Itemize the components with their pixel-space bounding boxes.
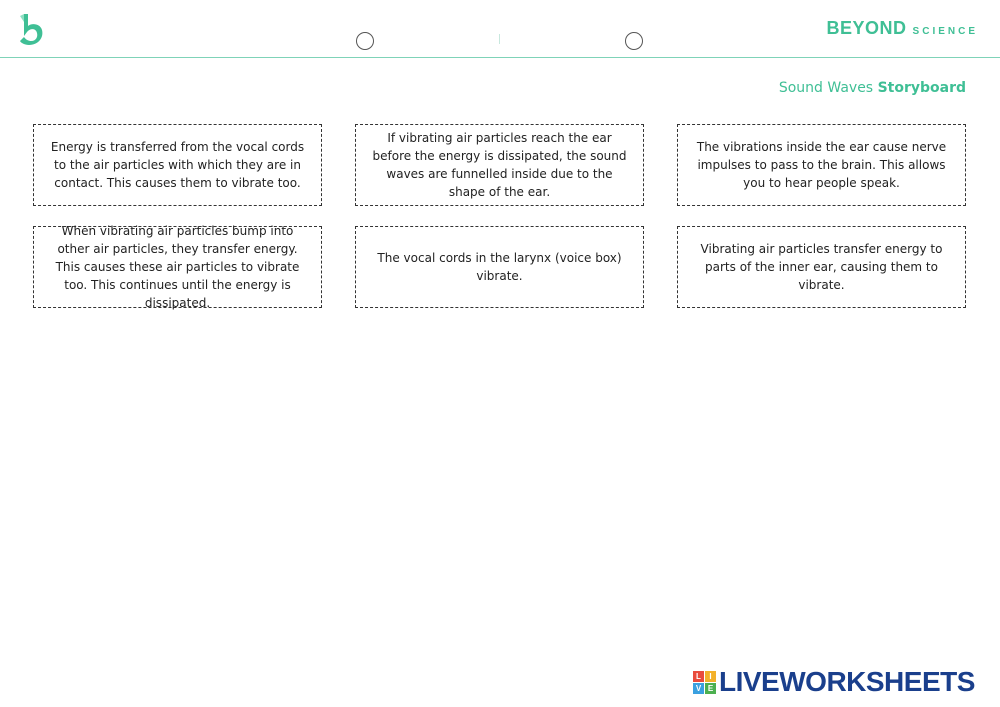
storyboard-card-1[interactable] [33,124,322,206]
storyboard-card-6[interactable] [677,226,966,308]
storyboard-card-2[interactable] [355,124,644,206]
liveworksheets-wordmark: LIVEWORKSHEETS [719,666,975,697]
storyboard-card-5[interactable] [355,226,644,308]
header-divider [0,57,1000,58]
live-badge-icon: L I V E [693,671,716,694]
punch-hole-right [625,32,643,50]
card-text: If vibrating air particles reach the ear before the energy is dissipated, the sound waves are funnelled inside due to the shape of the ear. [372,131,627,199]
center-fold-mark [499,34,500,44]
title-kind: Storyboard [877,80,966,96]
storyboard-card-4[interactable] [33,226,322,308]
liveworksheets-logo [693,666,975,698]
card-text: Energy is transferred from the vocal cords to the air particles with which they are in contact. This causes them to vibrate too. [50,140,305,190]
punch-hole-left [356,32,374,50]
page-title [779,80,966,96]
card-text: When vibrating air particles bump into other air particles, they transfer energy. This causes these air particles to vibrate too. This continues until the energy is dissipated. [55,224,300,310]
brand-sub: SCIENCE [912,26,978,37]
beyond-logo-icon [18,12,46,46]
card-text: Vibrating air particles transfer energy to parts of the inner ear, causing them to vibrate. [700,242,943,292]
card-text: The vibrations inside the ear cause nerve impulses to pass to the brain. This allows you to hear people speak. [696,140,947,190]
storyboard-card-3[interactable] [677,124,966,206]
beyond-science-brand [827,18,978,39]
brand-main: BEYOND [826,18,907,38]
title-topic: Sound Waves [778,80,874,96]
card-text: The vocal cords in the larynx (voice box) vibrate. [377,251,622,283]
